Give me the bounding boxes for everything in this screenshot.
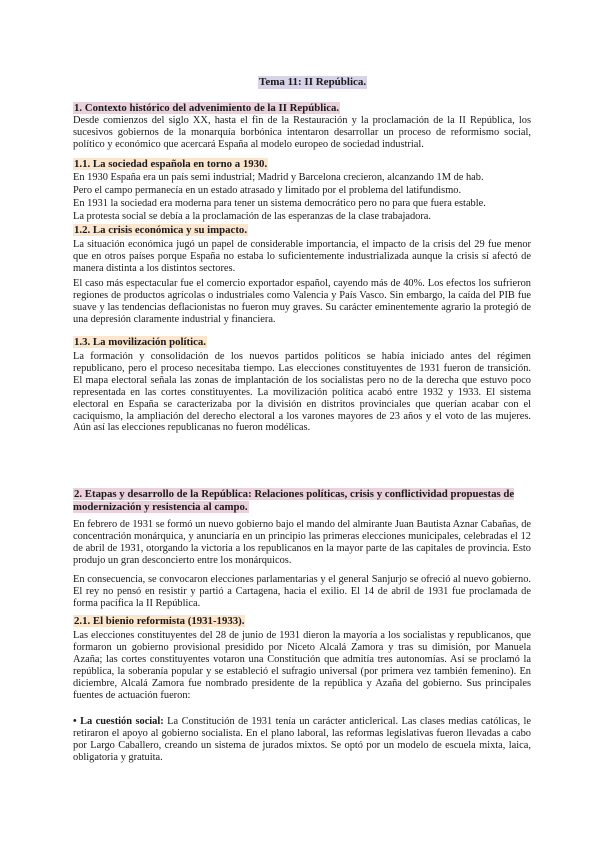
subsection-2-1-paragraph: Las elecciones constituyentes del 28 de junio de 1931 dieron la mayoría a los socialistas y republicanos, que formaron un gobierno provisional presidido por Niceto Alcalá Zamora y tras su dimisión, por Manuela Azaña; las cortes constituyentes votaron una Constitución que admitía tres autonomías. Así se proclamó la república, la soberanía popular y se estableció el sufragio universal (por primera vez también femenino). En diciembre, Alcalá Zamora fue nombrado presidente de la república y Azaña del gobierno. Sus principales fuentes de actuación fueron: bbox=[73, 630, 531, 701]
section-1-heading bbox=[73, 102, 531, 115]
section-2-heading bbox=[73, 488, 531, 513]
social-question-label: • La cuestión social: bbox=[73, 716, 164, 727]
subsection-1-2-paragraph-1: La situación económica jugó un papel de considerable importancia, el impacto de la crisis del 29 fue menor que en otros países porque España no estaba lo suficientemente industrializada aunque la crisis sí afectó de manera distinta a los distintos sectores. bbox=[73, 239, 531, 274]
subsection-1-1-heading-text: 1.1. La sociedad española en torno a 1930. bbox=[74, 158, 268, 170]
section-2-paragraph-2: En consecuencia, se convocaron elecciones parlamentarias y el general Sanjurjo se ofreció al nuevo gobierno. El rey no pensó en resistir y partió a Cartagena, hacia el exilio. El 14 de abril de 1931 fue proclamada de forma pacífica la II República. bbox=[73, 574, 531, 609]
section-1-intro-paragraph: Desde comienzos del siglo XX, hasta el fin de la Restauración y la proclamación de la II República, los sucesivos gobiernos de la monarquía borbónica intentaron desarrollar un proceso de reformismo social, político y económico que acercará España al modelo europeo de sociedad industrial. bbox=[73, 115, 531, 150]
subsection-1-1-line-3: En 1931 la sociedad era moderna para tener un sistema democrático pero no para que fuera estable. bbox=[73, 198, 486, 209]
section-2-heading-text: 2. Etapas y desarrollo de la República: Relaciones políticas, crisis y conflictividad propuestas de modernización y resistencia al campo. bbox=[73, 488, 515, 513]
subsection-1-1-line-1: En 1930 España era un país semi industrial; Madrid y Barcelona crecieron, alcanzando 1M de hab. bbox=[73, 172, 484, 183]
subsection-2-1-heading-text: 2.1. El bienio reformista (1931-1933). bbox=[74, 615, 245, 627]
subsection-1-1-line-2: Pero el campo permanecía en un estado atrasado y limitado por el problema del latifundismo. bbox=[73, 185, 462, 196]
subsection-2-1-heading bbox=[73, 615, 531, 628]
subsection-1-2-heading bbox=[73, 224, 531, 237]
subsection-1-1-line-4: La protesta social se debía a la proclamación de las esperanzas de la clase trabajadora. bbox=[73, 211, 432, 222]
subsection-1-3-heading-text: 1.3. La movilización política. bbox=[74, 336, 206, 348]
document-title: Tema 11: II República. bbox=[259, 76, 367, 88]
subsection-1-3-paragraph: La formación y consolidación de los nuevos partidos políticos se había iniciado antes del régimen republicano, pero el proceso necesitaba tiempo. Las elecciones constituyentes de 1931 fueron de transición. El mapa electoral señala las zonas de implantación de los socialistas pero no de la derecha que estuvo poco representada en las cortes constituyentes. La movilización política acabó entre 1932 y 1933. El sistema electoral en España se caracterizaba por la división en distritos provinciales que querían acabar con el caciquismo, la ampliación del derecho electoral a los varones mayores de 23 años y el voto de las mujeres. Aún así las elecciones republicanas no fueron modélicas. bbox=[73, 351, 531, 434]
social-question-paragraph bbox=[73, 716, 531, 764]
social-question-text: La Constitución de 1931 tenía un carácter anticlerical. Las clases medias católicas, le retiraron el apoyo al gobierno socialista. En el plano laboral, las reformas legislativas fueron llevadas a cabo por Largo Caballero, creando un sistema de jurados mixtos. Se optó por un modelo de escuela mixta, laica, obligatoria y gratuita. bbox=[73, 716, 531, 763]
subsection-1-2-heading-text: 1.2. La crisis económica y su impacto. bbox=[74, 224, 248, 236]
subsection-1-1-heading bbox=[73, 158, 531, 171]
subsection-1-3-heading bbox=[73, 336, 531, 349]
section-2-paragraph-1: En febrero de 1931 se formó un nuevo gobierno bajo el mando del almirante Juan Bautista Aznar Cabañas, de concentración monárquica, y anunciaría en un principio las primeras elecciones municipales, celebradas el 12 de abril de 1931, otorgando la victoria a los republicanos en la mayor parte de las capitales de provincia. Esto produjo un gran desconcierto entre los monárquicos. bbox=[73, 519, 531, 566]
section-1-heading-text: 1. Contexto histórico del advenimiento de la II República. bbox=[74, 102, 340, 114]
subsection-1-2-paragraph-2: El caso más espectacular fue el comercio exportador español, cayendo más de 40%. Los efectos los sufrieron regiones de productos agrícolas o industriales como Valencia y País Vasco. Sin embargo, la caída del PIB fue suave y las tendencias deflacionistas no fueron muy graves. Su carácter eminentemente agrario la protegió de una depresión claramente industrial y financiera. bbox=[73, 278, 531, 325]
